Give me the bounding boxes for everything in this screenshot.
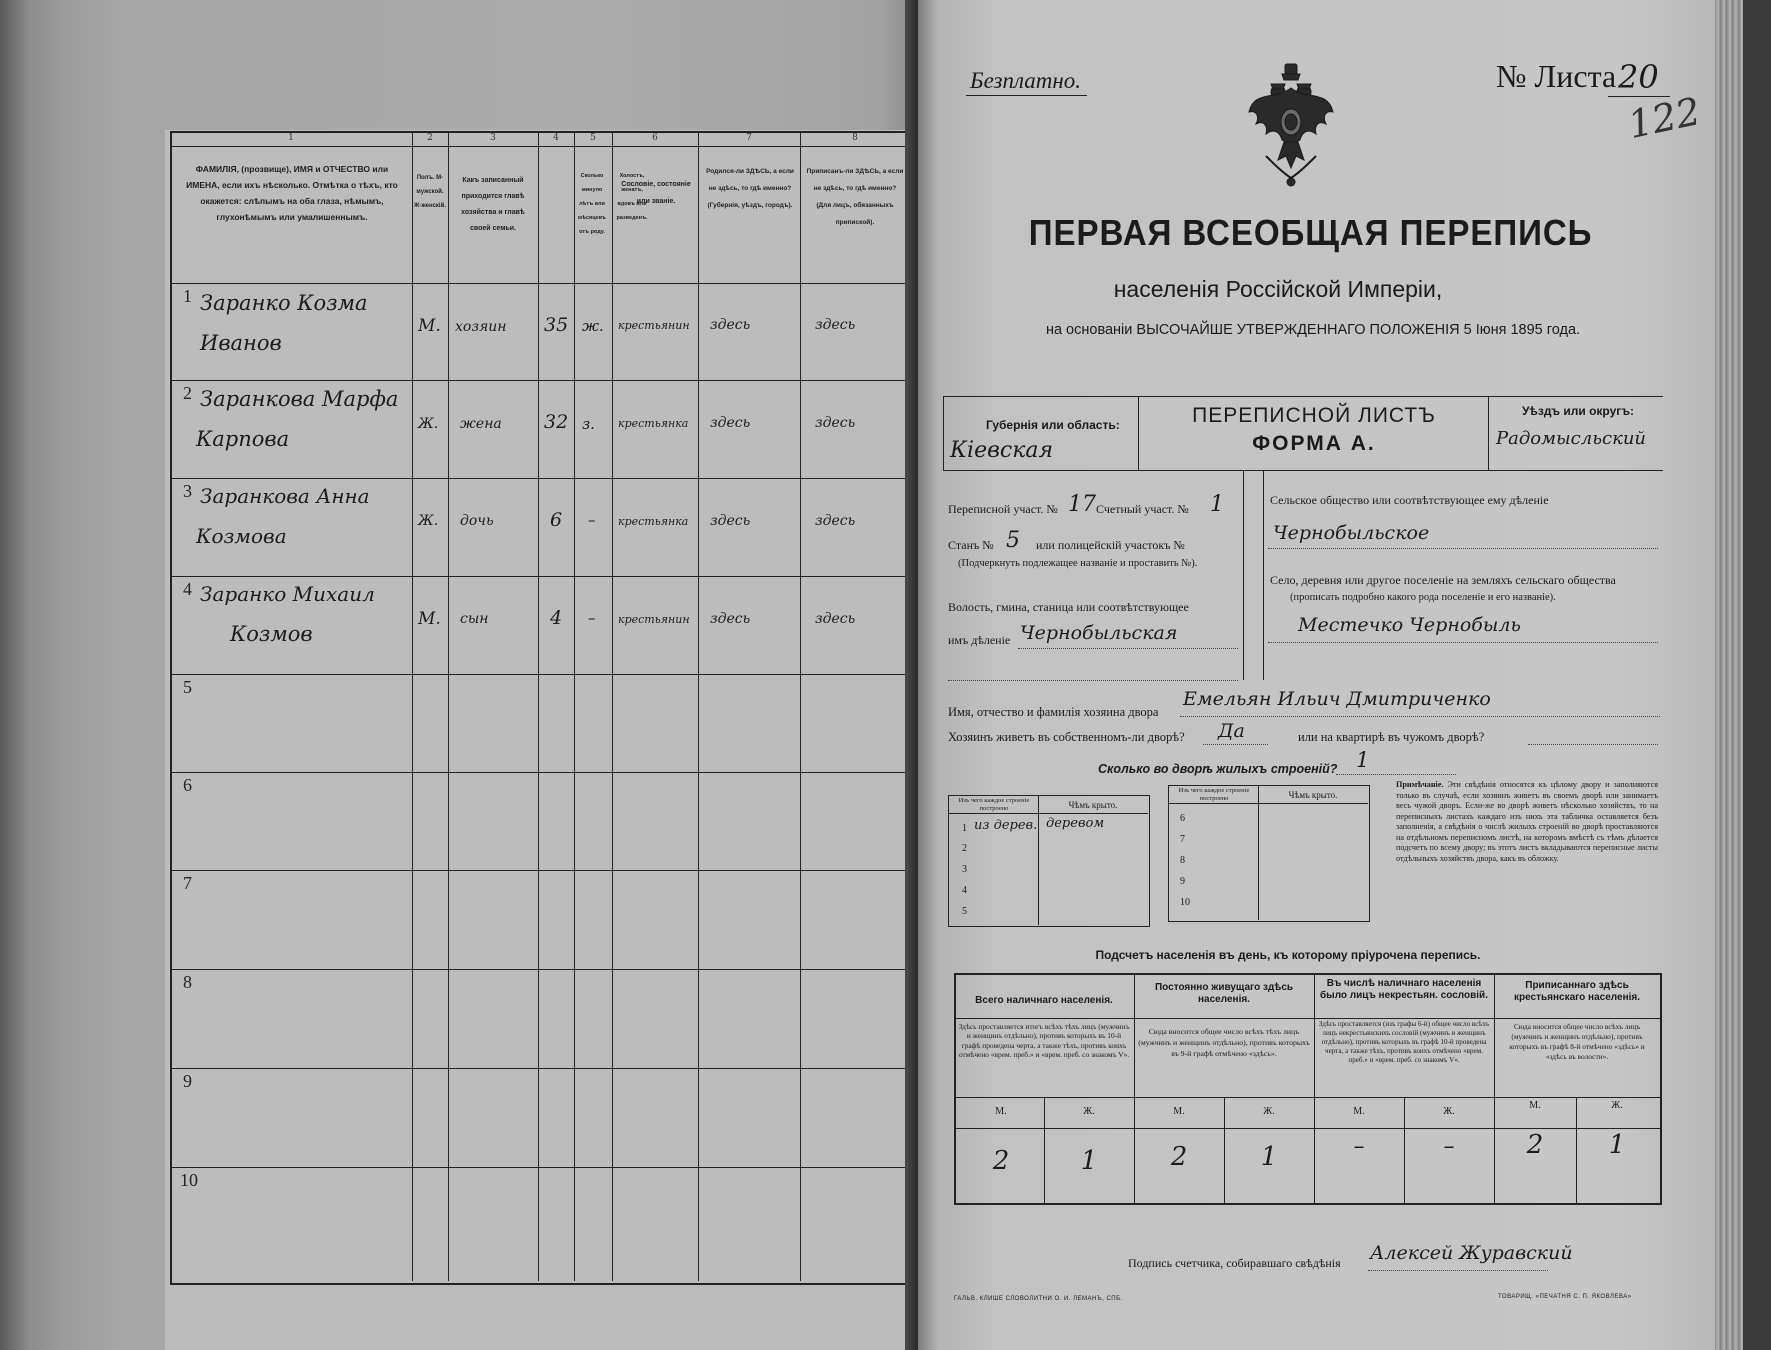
zh-label: Ж.: [1083, 1106, 1095, 1117]
count-table-line: [954, 1018, 1660, 1019]
entry-sex: М.: [418, 609, 441, 629]
sheet-number-label: № Листа: [1496, 58, 1617, 94]
uezd-value: Радомысльский: [1496, 428, 1647, 449]
building-header-roof: Чѣмъ крыто.: [1288, 790, 1338, 800]
form-title-1: ПЕРЕПИСНОЙ ЛИСТЪ: [1192, 404, 1436, 427]
row-number: 1: [183, 286, 192, 306]
entry-name: Карпова: [196, 427, 290, 451]
entry-marital: з.: [582, 415, 595, 433]
entry-marital: ж.: [582, 317, 604, 335]
column-number: 4: [553, 133, 559, 143]
owner-value: Емельян Ильич Дмитриченко: [1183, 688, 1491, 710]
building-table-line: [1168, 803, 1368, 804]
column-number: 1: [288, 133, 294, 143]
form-block-line: [1488, 396, 1489, 470]
stan-label: Станъ №: [948, 538, 994, 552]
count-permanent-zh: 1: [1260, 1142, 1278, 1172]
volost-value: Чернобыльская: [1020, 622, 1178, 644]
count-header-total: Всего наличнаго населенія.: [975, 995, 1113, 1006]
entry-name: Козмов: [230, 622, 313, 646]
building-table-line: [1038, 795, 1039, 925]
village-note: (прописать подробно какого рода поселеніе и его названіе).: [1290, 592, 1556, 603]
count-table-line: [1314, 973, 1315, 1203]
entry-age: 4: [550, 607, 563, 629]
count-total-m: 2: [992, 1146, 1010, 1176]
entry-born: здесь: [710, 611, 751, 627]
form-block-top-line: [943, 396, 1663, 397]
society-line: [1268, 548, 1658, 549]
building-row-number: 6: [1180, 813, 1185, 824]
village-line: [1268, 642, 1658, 643]
m-label: М.: [1353, 1106, 1365, 1117]
building-header-material: Изъ чего каждое строеніе построено: [1178, 787, 1250, 802]
count-permanent-m: 2: [1170, 1142, 1188, 1172]
row-divider: [170, 772, 915, 773]
building-row-number: 2: [962, 843, 967, 854]
count-header-peasant: Приписаннаго здѣсь крестьянскаго населенія.: [1513, 980, 1640, 1003]
row-divider: [170, 478, 915, 479]
count-peasant-zh: 1: [1608, 1130, 1626, 1160]
building-row-number: 1: [962, 823, 967, 834]
count-non-peasant-m: –: [1353, 1134, 1365, 1159]
volost-label: Волость, гмина, станица или соотвѣтствующее: [948, 600, 1189, 614]
entry-name: Заранкова Марфа: [200, 387, 399, 411]
eagle-emblem-icon: [1246, 60, 1336, 190]
census-district-label: Переписной участ. №: [948, 502, 1058, 516]
row-divider: [170, 1068, 915, 1069]
form-block-line: [943, 396, 944, 470]
count-table-line: [954, 1097, 1660, 1098]
column-number: 2: [427, 133, 433, 143]
society-label: Сельское общество или соотвѣтствующее ему дѣленіе: [1270, 493, 1549, 507]
column-number: 3: [490, 133, 496, 143]
form-title-2: ФОРМА А.: [1252, 432, 1376, 455]
signature-value: Алексей Журавский: [1370, 1242, 1573, 1264]
owner-line: [1180, 716, 1660, 717]
note-label: Примѣчаніе.: [1396, 780, 1444, 789]
note-text: Эти свѣдѣнія относятся къ цѣлому двору и заполняются только въ случаѣ, если хозяинъ живетъ въ своемъ дворѣ или занимаетъ весь чужой дворъ. Если-же во дворѣ живетъ нѣсколько хозяйствъ, то на переписныхъ листахъ каждаго изъ нихъ эта табличка оставляется безъ заполненія, а свѣдѣнія о числѣ жилыхъ строеній во дворѣ проставляются на отдѣльномъ переписномъ листѣ, на которомъ вмѣстѣ съ тѣмъ дѣлается подсчетъ по всему двору; въ этотъ листъ вкладываются переписные листы отдѣльныхъ хозяйствъ двора, какъ въ обложку.: [1396, 780, 1658, 863]
row-divider: [170, 380, 915, 381]
count-desc-non-peasant: Здѣсь проставляется (изъ графы 6-й) общее число всѣхъ лицъ некрестьянскихъ сословій (мужчинъ и женщинъ отдѣльно), противъ которыхъ въ графѣ 10-й проведена черта, а также тѣхъ, противъ коихъ отмѣчено «врем. преб.» и «врем. преб. со знакомъ V».: [1318, 1020, 1490, 1064]
column-header-marital: Холостъ, женатъ, вдовъ или разведенъ.: [616, 173, 648, 221]
row-number: 8: [183, 972, 192, 992]
counting-district-label: Счетный участ. №: [1096, 502, 1189, 516]
col-divider: [448, 131, 449, 1281]
row-divider: [170, 283, 915, 284]
column-header-born: Родился-ли ЗДѢСЬ, а если не здѣсь, то гдѣ именно? (Губернія, уѣздъ, городъ).: [706, 168, 794, 209]
entry-born: здесь: [710, 513, 751, 529]
buildings-label: Сколько во дворѣ жилыхъ строеній?: [1098, 762, 1338, 776]
row-divider: [170, 146, 915, 147]
entry-age: 32: [544, 411, 569, 433]
count-table-line: [1494, 973, 1495, 1203]
m-label: М.: [1173, 1106, 1185, 1117]
building-table-right: [1168, 785, 1370, 922]
entry-estate: крестьянка: [618, 515, 689, 528]
underline-note: (Подчеркнуть подлежащее названіе и проставить №).: [958, 558, 1198, 569]
own-yard-line: [1203, 744, 1268, 745]
police-label: или полицейскій участокъ №: [1036, 538, 1185, 552]
row-divider: [170, 1167, 915, 1168]
building-row-number: 10: [1180, 897, 1190, 908]
building-1-roof: деревом: [1046, 816, 1105, 831]
owner-label: Имя, отчество и фамилія хозяина двора: [948, 705, 1159, 719]
entry-age: 35: [544, 314, 569, 336]
building-table-left: [948, 795, 1150, 927]
entry-marital: –: [588, 609, 596, 627]
count-total-zh: 1: [1080, 1146, 1098, 1176]
volost-label-2: имъ дѣленіе: [948, 633, 1011, 647]
uezd-label: Уѣздъ или округъ:: [1521, 404, 1635, 418]
col-divider: [412, 131, 413, 1281]
count-non-peasant-zh: –: [1443, 1134, 1455, 1159]
page-edge: [1715, 0, 1743, 1350]
census-subtitle: населенія Россійской Имперіи,: [1113, 276, 1443, 302]
building-1-material: из дерев.: [974, 818, 1038, 833]
row-number: 9: [183, 1071, 192, 1091]
row-number: 2: [183, 383, 192, 403]
village-label: Село, деревня или другое поселеніе на земляхъ сельскаго общества: [1270, 573, 1616, 587]
m-label: М.: [995, 1106, 1007, 1117]
entry-name: Заранко Козма: [200, 291, 368, 315]
society-value: Чернобыльское: [1273, 522, 1430, 544]
column-number: 8: [852, 133, 858, 143]
building-table-line: [1258, 785, 1259, 920]
count-peasant-m: 2: [1526, 1130, 1544, 1160]
column-header-name: ФАМИЛІЯ, (прозвище), ИМЯ и ОТЧЕСТВО или ИМЕНА, если ихъ нѣсколько. Отмѣтка о тѣхъ, кто окажется: слѣпымъ на оба глаза, нѣмымъ, глухонѣмымъ или умалишеннымъ.: [186, 164, 398, 222]
count-desc-permanent: Сюда вносится общее число всѣхъ тѣхъ лицъ (мужчинъ и женщинъ отдѣльно), противъ которыхъ въ 9-й графѣ отмѣчено «здѣсь».: [1138, 1027, 1310, 1058]
entry-relation: хозяин: [455, 319, 507, 335]
village-value: Местечко Чернобыль: [1298, 614, 1521, 636]
building-row-number: 4: [962, 885, 967, 896]
census-title: ПЕРВАЯ ВСЕОБЩАЯ ПЕРЕПИСЬ: [1028, 212, 1593, 253]
row-number: 6: [183, 775, 192, 795]
row-divider: [170, 969, 915, 970]
entry-name: Козмова: [196, 524, 287, 548]
entry-registered: здесь: [815, 513, 856, 529]
counting-district-value: 1: [1210, 492, 1224, 517]
col-divider: [800, 131, 801, 1281]
row-number: 10: [180, 1170, 198, 1190]
count-header-permanent: Постоянно живущаго здѣсь населенія.: [1154, 982, 1294, 1005]
stan-value: 5: [1006, 528, 1020, 553]
volost-line: [948, 680, 1238, 681]
column-header-sex: Полъ. М-мужской. Ж-женскій.: [414, 175, 446, 209]
zh-label: Ж.: [1443, 1106, 1455, 1117]
volost-line: [1018, 648, 1238, 649]
entry-name: Иванов: [200, 331, 282, 355]
gubernia-label: Губернія или область:: [986, 418, 1120, 432]
entry-age: 6: [550, 509, 563, 531]
right-page: [918, 0, 1743, 1350]
location-divider: [1263, 470, 1264, 680]
entry-estate: крестьянка: [618, 417, 689, 430]
entry-relation: жена: [460, 416, 502, 432]
entry-born: здесь: [710, 415, 751, 431]
col-divider: [698, 131, 699, 1281]
building-header-material: Изъ чего каждое строеніе построено: [958, 797, 1030, 812]
row-number: 5: [183, 677, 192, 697]
buildings-line: [1336, 774, 1456, 775]
entry-registered: здесь: [815, 415, 856, 431]
building-table-line: [948, 813, 1148, 814]
stamp-number: 122: [1624, 88, 1705, 148]
building-row-number: 5: [962, 906, 967, 917]
row-number: 4: [183, 579, 192, 599]
col-divider: [574, 131, 575, 1281]
row-divider: [170, 870, 915, 871]
row-divider: [170, 674, 915, 675]
own-yard-value: Да: [1218, 720, 1245, 742]
buildings-value: 1: [1356, 748, 1370, 772]
entry-relation: дочь: [460, 513, 494, 529]
entry-born: здесь: [710, 317, 751, 333]
zh-label: Ж.: [1263, 1106, 1275, 1117]
entry-marital: –: [588, 511, 596, 529]
count-desc-peasant: Сюда вносится общее число всѣхъ лицъ (мужчинъ и женщинъ отдѣльно), противъ которыхъ въ графѣ 8-й отмѣчено «здѣсь» и «здѣсь въ волости».: [1509, 1022, 1645, 1061]
zh-label: Ж.: [1611, 1100, 1623, 1111]
m-label: М.: [1529, 1100, 1541, 1111]
location-divider: [1243, 470, 1244, 680]
building-row-number: 3: [962, 864, 967, 875]
census-basis: на основаніи ВЫСОЧАЙШЕ УТВЕРЖДЕННАГО ПОЛОЖЕНІЯ 5 Іюня 1895 года.: [1045, 322, 1581, 338]
building-row-number: 7: [1180, 834, 1185, 845]
entry-estate: крестьянин: [618, 613, 690, 626]
building-row-number: 9: [1180, 876, 1185, 887]
entry-estate: крестьянин: [618, 319, 690, 332]
form-block-line: [1138, 396, 1139, 470]
census-district-value: 17: [1068, 492, 1096, 517]
entry-registered: здесь: [815, 611, 856, 627]
entry-sex: Ж.: [418, 416, 439, 432]
building-header-roof: Чѣмъ крыто.: [1068, 800, 1118, 810]
gubernia-value: Кіевская: [950, 438, 1054, 463]
column-header-registered: Приписанъ-ли ЗДѢСЬ, а если не здѣсь, то гдѣ именно? (Для лицъ, обязанныхъ припиской).: [806, 168, 904, 226]
row-divider: [170, 576, 915, 577]
entry-sex: М.: [418, 316, 441, 336]
col-divider: [538, 131, 539, 1281]
building-row-number: 8: [1180, 855, 1185, 866]
entry-relation: сын: [460, 611, 489, 627]
printer-left: ГАЛЬВ. КЛИШЕ СЛОВОЛИТНИ О. И. ЛЕМАНЪ, СПБ.: [954, 1296, 1123, 1302]
signature-line: [1368, 1270, 1548, 1271]
free-label: Безплатно.: [966, 68, 1087, 96]
entry-name: Заранкова Анна: [200, 484, 370, 508]
row-number: 3: [183, 481, 192, 501]
column-header-age: Сколько минуло лѣтъ или мѣсяцевъ отъ роду.: [578, 173, 606, 235]
count-header-non-peasant: Въ числѣ наличнаго населенія было лицъ некрестьян. сословій.: [1319, 978, 1488, 1001]
count-title: Подсчетъ населенія въ день, къ которому пріурочена перепись.: [1095, 948, 1481, 962]
signature-label: Подпись счетчика, собиравшаго свѣдѣнія: [1128, 1256, 1341, 1270]
apartment-line: [1528, 744, 1658, 745]
entry-registered: здесь: [815, 317, 856, 333]
apartment-label: или на квартирѣ въ чужомъ дворѣ?: [1298, 730, 1485, 744]
column-header-relation: Какъ записанный приходится главѣ хозяйства и главѣ своей семьи.: [461, 177, 525, 232]
col-divider: [612, 131, 613, 1281]
column-number: 7: [746, 133, 752, 143]
count-table-line: [954, 1128, 1660, 1129]
row-number: 7: [183, 873, 192, 893]
census-table: [170, 131, 915, 1291]
note-block: [1396, 780, 1658, 864]
form-block-bottom-line: [943, 470, 1663, 471]
entry-name: Заранко Михаил: [200, 582, 375, 606]
printer-right: ТОВАРИЩ. «ПЕЧАТНЯ С. П. ЯКОВЛЕВА»: [1498, 1294, 1632, 1300]
own-yard-label: Хозяинъ живетъ въ собственномъ-ли дворѣ?: [948, 730, 1185, 744]
entry-sex: Ж.: [418, 513, 439, 529]
column-number: 6: [652, 133, 658, 143]
column-header-estate: Сословіе, состояніе или званіе.: [621, 181, 691, 205]
sheet-number-value: 20: [1618, 58, 1659, 96]
count-desc-total: Здѣсь проставляется итогъ всѣхъ тѣхъ лицъ (мужчинъ и женщинъ отдѣльно), противъ которыхъ въ 10-й графѣ проведена черта, а также тѣхъ, противъ коихъ отмѣчено «врем. преб.» и «врем. преб. со знакомъ V».: [958, 1022, 1130, 1060]
column-number: 5: [590, 133, 596, 143]
